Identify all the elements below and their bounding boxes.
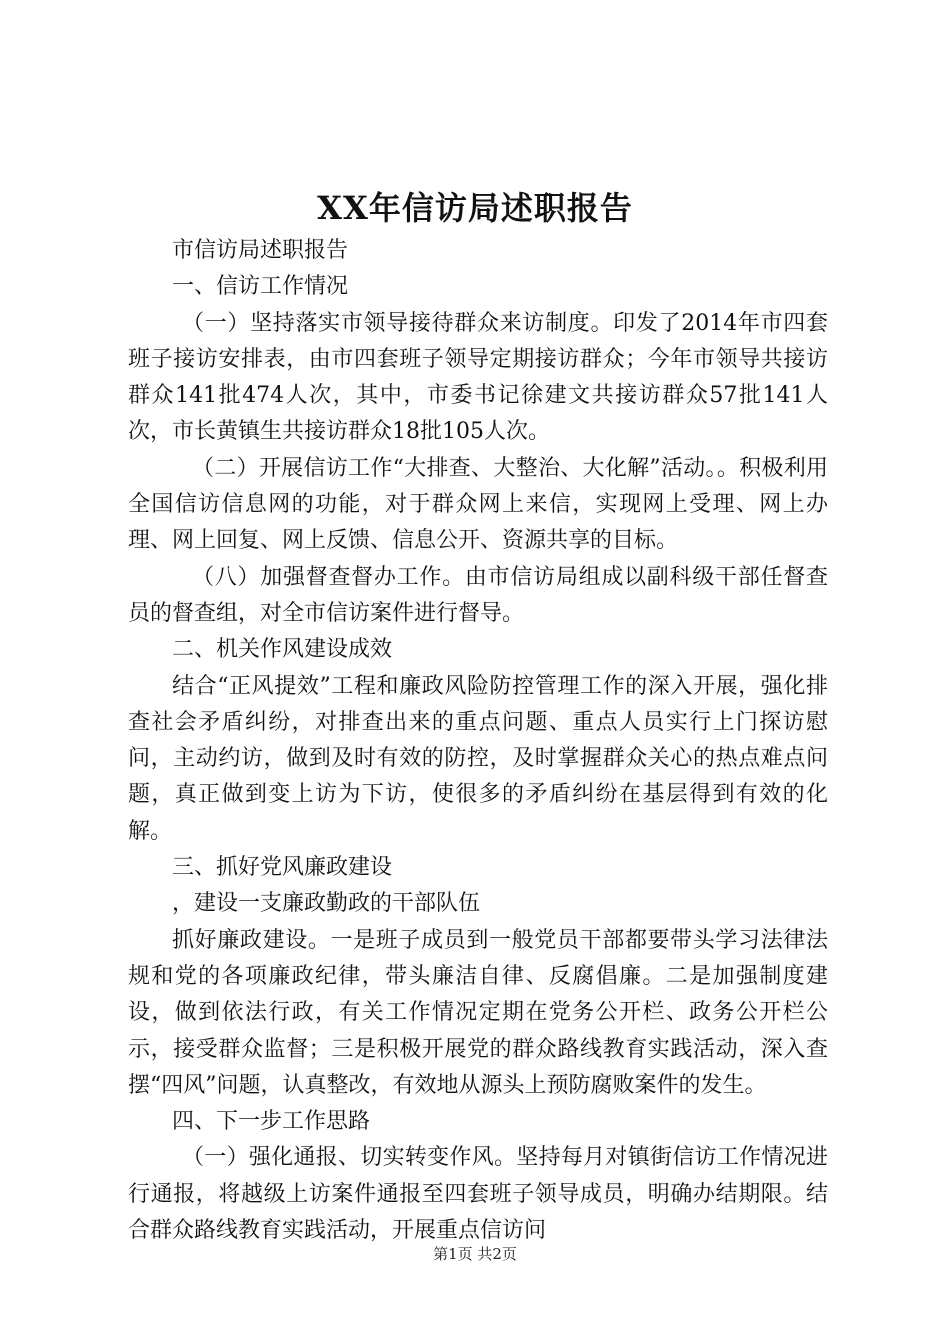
section-heading-2: 二、机关作风建设成效 (172, 637, 393, 663)
section-heading-1: 一、信访工作情况 (172, 274, 349, 300)
document-body (128, 233, 828, 1249)
paragraph: （八）加强督查督办工作。由市信访局组成以副科级干部任督查员的督查组，对全市信访案件进行督导。 (128, 564, 828, 626)
document-title: XX年信访局述职报告 (317, 189, 633, 227)
paragraph: ，建设一支廉政勤政的干部队伍 (172, 891, 481, 917)
paragraph: 结合“正风提效”工程和廉政风险防控管理工作的深入开展，强化排查社会矛盾纠纷，对排查出来的重点问题、重点人员实行上门探访慰问，主动约访，做到及时有效的防控，及时掌握群众关心的热点难点问题，真正做到变上访为下访，使很多的矛盾纠纷在基层得到有效的化解。 (128, 673, 828, 844)
section-heading-3: 三、抓好党风廉政建设 (172, 855, 393, 881)
paragraph-heading: 市信访局述职报告 (172, 238, 349, 263)
section-heading-4: 四、下一步工作思路 (172, 1109, 371, 1135)
paragraph: 抓好廉政建设。一是班子成员到一般党员干部都要带头学习法律法规和党的各项廉政纪律，带头廉洁自律、反腐倡廉。二是加强制度建设，做到依法行政，有关工作情况定期在党务公开栏、政务公开栏公示，接受群众监督；三是积极开展党的群众路线教育实践活动，深入查摆“四风”问题，认真整改，有效地从源头上预防腐败案件的发生。 (128, 927, 828, 1098)
paragraph: （一）强化通报、切实转变作风。坚持每月对镇街信访工作情况进行通报，将越级上访案件通报至四套班子领导成员，明确办结期限。结合群众路线教育实践活动，开展重点信访问 (128, 1145, 828, 1244)
paragraph: （一）坚持落实市领导接待群众来访制度。印发了2014年市四套班子接访安排表，由市四套班子领导定期接访群众；今年市领导共接访群众141批474人次，其中，市委书记徐建文共接访群众57批141人次，市长黄镇生共接访群众18批105人次。 (128, 310, 828, 445)
paragraph: （二）开展信访工作“大排查、大整治、大化解”活动。。积极利用全国信访信息网的功能，对于群众网上来信，实现网上受理、网上办理、网上回复、网上反馈、信息公开、资源共享的目标。 (128, 455, 828, 554)
page-footer: 第1页 共2页 (433, 1245, 517, 1263)
